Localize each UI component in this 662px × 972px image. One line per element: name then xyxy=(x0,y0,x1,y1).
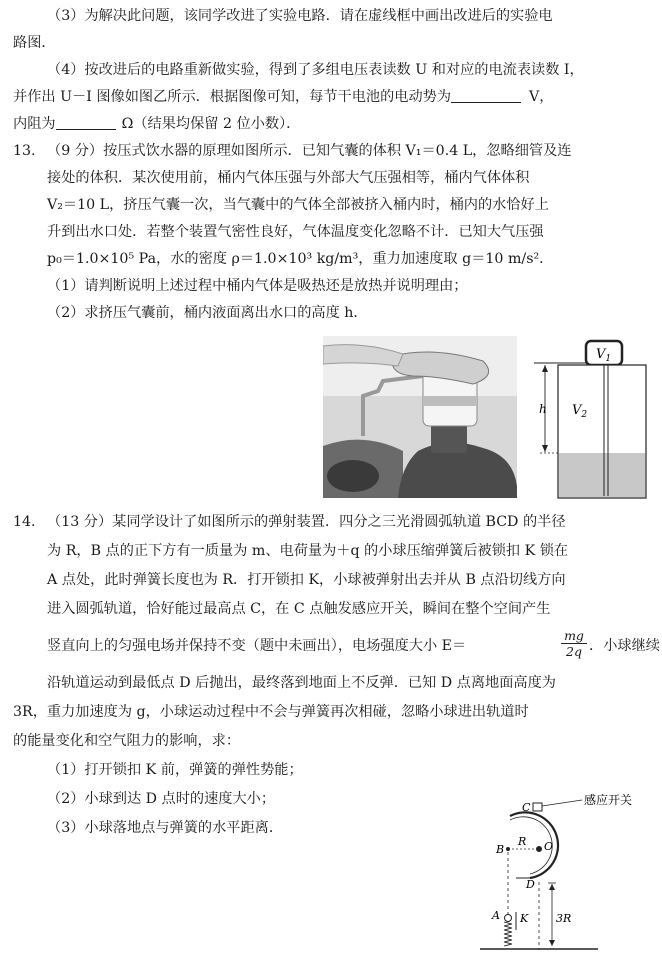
q12-part4-line1: （4）按改进后的电路重新做实验，得到了多组电压表读数 U 和对应的电流表读数 I， xyxy=(47,62,584,78)
q13-sub1: （1）请判断说明上述过程中桶内气体是吸热还是放热并说明理由； xyxy=(47,278,468,294)
q14-line1 xyxy=(13,512,662,532)
q13-sub2: （2）求挤压气囊前，桶内液面离出水口的高度 h． xyxy=(47,305,368,321)
label-v2: $V_2$ xyxy=(572,403,588,420)
q14-sub1: （1）打开锁扣 K 前，弹簧的弹性势能； xyxy=(47,762,303,778)
q12-part4-unit: V， xyxy=(529,89,554,105)
q13-line5: p₀＝1.0×10⁵ Pa，水的密度 ρ＝1.0×10³ kg/m³，重力加速度取 g＝10 m/s²． xyxy=(47,251,554,267)
q12-part4-tail: Ω（结果均保留 2 位小数）． xyxy=(121,116,301,132)
label-k: K xyxy=(520,912,529,925)
launcher-diagram xyxy=(478,794,662,954)
q14-line3: A 点处，此时弹簧长度也为 R．打开锁扣 K，小球被弹射出去并从 B 点沿切线方向 xyxy=(47,572,566,588)
q13-line2: 接处的体积．某次使用前，桶内气体压强与外部大气压强相等，桶内气体体积 xyxy=(47,170,530,186)
q12-part4-text2: 内阻为 xyxy=(13,116,56,132)
label-v1: $V_1$ xyxy=(596,347,612,364)
label-c: C xyxy=(522,801,531,814)
q13-line3: V₂＝10 L，挤压气囊一次，当气囊中的气体全部被挤入桶内时，桶内的水恰好上 xyxy=(47,197,549,213)
q14-line7: 3R，重力加速度为 g，小球运动过程中不会与弹簧再次相碰，忽略小球进出轨道时 xyxy=(13,704,529,720)
question-number-14: 14. xyxy=(13,514,36,530)
dispenser-diagram xyxy=(530,338,652,502)
answer-blank-emf xyxy=(451,89,521,103)
fraction-denominator: 2q xyxy=(566,644,582,659)
q14-line6: 沿轨道运动到最低点 D 后抛出，最终落到地面上不反弹．已知 D 点离地面高度为 xyxy=(47,675,556,691)
q14-field-tail: ．小球继续 xyxy=(589,638,660,654)
q13-line4: 升到出水口处．若整个装置气密性良好，气体温度变化忽略不计．已知大气压强 xyxy=(47,224,544,240)
label-b: B xyxy=(496,843,505,856)
label-d: D xyxy=(526,878,535,891)
answer-blank-resistance xyxy=(56,116,116,130)
q14-line5 xyxy=(47,628,662,664)
dispenser-photo xyxy=(323,336,517,498)
label-o: O xyxy=(544,840,554,853)
q14-line4: 进入圆弧轨道，恰好能过最高点 C，在 C 点触发感应开关，瞬间在整个空间产生 xyxy=(47,601,551,617)
q12-part4-line2 xyxy=(13,87,662,107)
fraction-numerator: mg xyxy=(561,628,587,644)
label-a: A xyxy=(492,909,500,922)
label-h: h xyxy=(539,402,547,416)
label-switch: 感应开关 xyxy=(584,794,633,807)
q12-part4-text: 并作出 U－I 图像如图乙所示．根据图像可知，每节干电池的电动势为 xyxy=(13,89,452,105)
q14-field-text: 竖直向上的匀强电场并保持不变（题中未画出），电场强度大小 E＝ xyxy=(47,638,467,654)
q14-line2: 为 R，B 点的正下方有一质量为 m、电荷量为＋q 的小球压缩弹簧后被锁扣 K 锁在 xyxy=(47,543,569,559)
label-3r: 3R xyxy=(556,912,572,925)
q13-text1: （9 分）按压式饮水器的原理如图所示．已知气囊的体积 V₁＝0.4 L，忽略细管及连 xyxy=(47,143,572,159)
q12-part3-line1: （3）为解决此问题，该同学改进了实验电路．请在虚线框中画出改进后的实验电 xyxy=(47,8,553,24)
q12-part4-line3 xyxy=(13,114,662,134)
label-r: R xyxy=(518,835,527,848)
question-number-13: 13. xyxy=(13,143,36,159)
q14-line8: 的能量变化和空气阻力的影响，求： xyxy=(13,733,241,749)
fraction-e xyxy=(561,628,587,659)
q13-line1 xyxy=(13,141,662,161)
q14-text1: （13 分）某同学设计了如图所示的弹射装置．四分之三光滑圆弧轨道 BCD 的半径 xyxy=(47,514,566,530)
q14-sub3: （3）小球落地点与弹簧的水平距离． xyxy=(47,820,284,836)
q14-sub2: （2）小球到达 D 点时的速度大小； xyxy=(47,791,276,807)
q12-part3-line2: 路图． xyxy=(13,35,56,51)
